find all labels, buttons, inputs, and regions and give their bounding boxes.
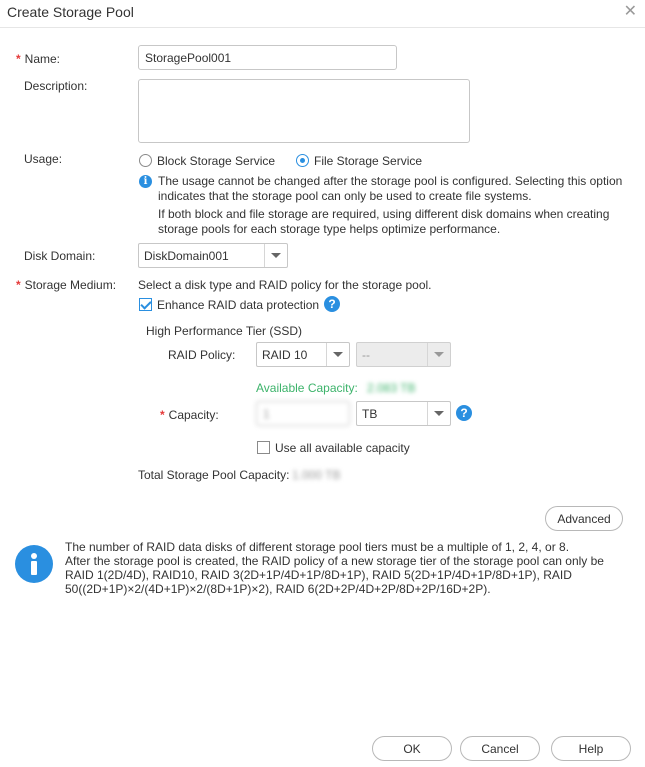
usage-note-4: storage pools for each storage type helps optimize performance. <box>158 222 501 236</box>
storage-medium-label: * Storage Medium: <box>16 278 117 292</box>
capacity-unit-dropdown-arrow[interactable] <box>427 402 450 425</box>
raid-config-value: -- <box>362 347 370 362</box>
help-button[interactable]: Help <box>551 736 631 761</box>
storage-medium-hint: Select a disk type and RAID policy for the storage pool. <box>138 278 432 292</box>
info-line-2: After the storage pool is created, the RAID policy of a new storage tier of the storage pool can only be <box>65 554 604 568</box>
capacity-help-icon[interactable]: ? <box>456 405 472 421</box>
capacity-label: * Capacity: <box>160 408 219 422</box>
usage-note-2: indicates that the storage pool can only be used to create file systems. <box>158 189 532 203</box>
description-textarea[interactable] <box>138 79 470 143</box>
available-capacity-value: 2.083 TB <box>367 381 416 395</box>
use-all-capacity-checkbox[interactable] <box>257 441 270 454</box>
description-label: Description: <box>24 79 88 93</box>
disk-domain-value: DiskDomain001 <box>144 248 229 263</box>
capacity-unit-select[interactable] <box>356 401 451 426</box>
file-storage-radio[interactable] <box>296 154 309 167</box>
disk-domain-label: Disk Domain: <box>24 249 96 263</box>
info-line-3: RAID 1(2D/4D), RAID10, RAID 3(2D+1P/4D+1P/8D+1P), RAID 5(2D+1P/4D+1P/8D+1P), RAID <box>65 568 572 582</box>
raid-policy-select[interactable] <box>256 342 350 367</box>
available-capacity-label: Available Capacity: <box>256 381 358 395</box>
cancel-button[interactable]: Cancel <box>460 736 540 761</box>
raid-config-dropdown-arrow <box>427 343 450 366</box>
capacity-unit-value: TB <box>362 406 378 421</box>
capacity-input[interactable] <box>256 401 350 426</box>
total-capacity-label: Total Storage Pool Capacity: <box>138 468 290 482</box>
block-storage-label[interactable]: Block Storage Service <box>157 154 276 168</box>
chevron-down-icon <box>271 253 281 258</box>
required-marker: * <box>16 278 21 292</box>
enhance-raid-checkbox[interactable] <box>139 298 152 311</box>
dialog-titlebar <box>0 0 645 28</box>
info-line-1: The number of RAID data disks of different storage pool tiers must be a multiple of 1, 2, 4, or 8. <box>65 540 570 554</box>
disk-domain-select[interactable] <box>138 243 288 268</box>
close-icon[interactable]: ✕ <box>623 3 637 20</box>
chevron-down-icon <box>434 411 444 416</box>
raid-policy-label: RAID Policy: <box>168 348 236 362</box>
name-input[interactable] <box>138 45 397 70</box>
raid-policy-value: RAID 10 <box>262 347 308 362</box>
chevron-down-icon <box>333 352 343 357</box>
advanced-button[interactable]: Advanced <box>545 506 623 531</box>
ok-button[interactable]: OK <box>372 736 452 761</box>
usage-note-3: If both block and file storage are required, using different disk domains when creating <box>158 207 610 221</box>
required-marker: * <box>160 408 165 422</box>
usage-label: Usage: <box>24 152 63 166</box>
block-storage-radio[interactable] <box>139 154 152 167</box>
enhance-raid-help-icon[interactable]: ? <box>324 296 340 312</box>
tier-title: High Performance Tier (SSD) <box>146 324 303 338</box>
name-label: * Name: <box>16 52 61 66</box>
use-all-capacity-label[interactable]: Use all available capacity <box>275 441 410 455</box>
disk-domain-dropdown-arrow[interactable] <box>264 244 287 267</box>
required-marker: * <box>16 52 21 66</box>
raid-policy-dropdown-arrow[interactable] <box>326 343 349 366</box>
info-icon <box>15 545 53 583</box>
usage-note-1: The usage cannot be changed after the storage pool is configured. Selecting this option <box>158 174 623 188</box>
info-icon: i <box>139 175 152 188</box>
raid-config-select <box>356 342 451 367</box>
chevron-down-icon <box>434 352 444 357</box>
dialog-title: Create Storage Pool <box>7 4 134 20</box>
total-capacity-value: 1.000 TB <box>292 468 341 482</box>
info-line-4: 50((2D+1P)×2/(4D+1P)×2/(8D+1P)×2), RAID 6(2D+2P/4D+2P/8D+2P/16D+2P). <box>65 582 491 596</box>
file-storage-label[interactable]: File Storage Service <box>314 154 423 168</box>
enhance-raid-label[interactable]: Enhance RAID data protection <box>157 298 320 312</box>
